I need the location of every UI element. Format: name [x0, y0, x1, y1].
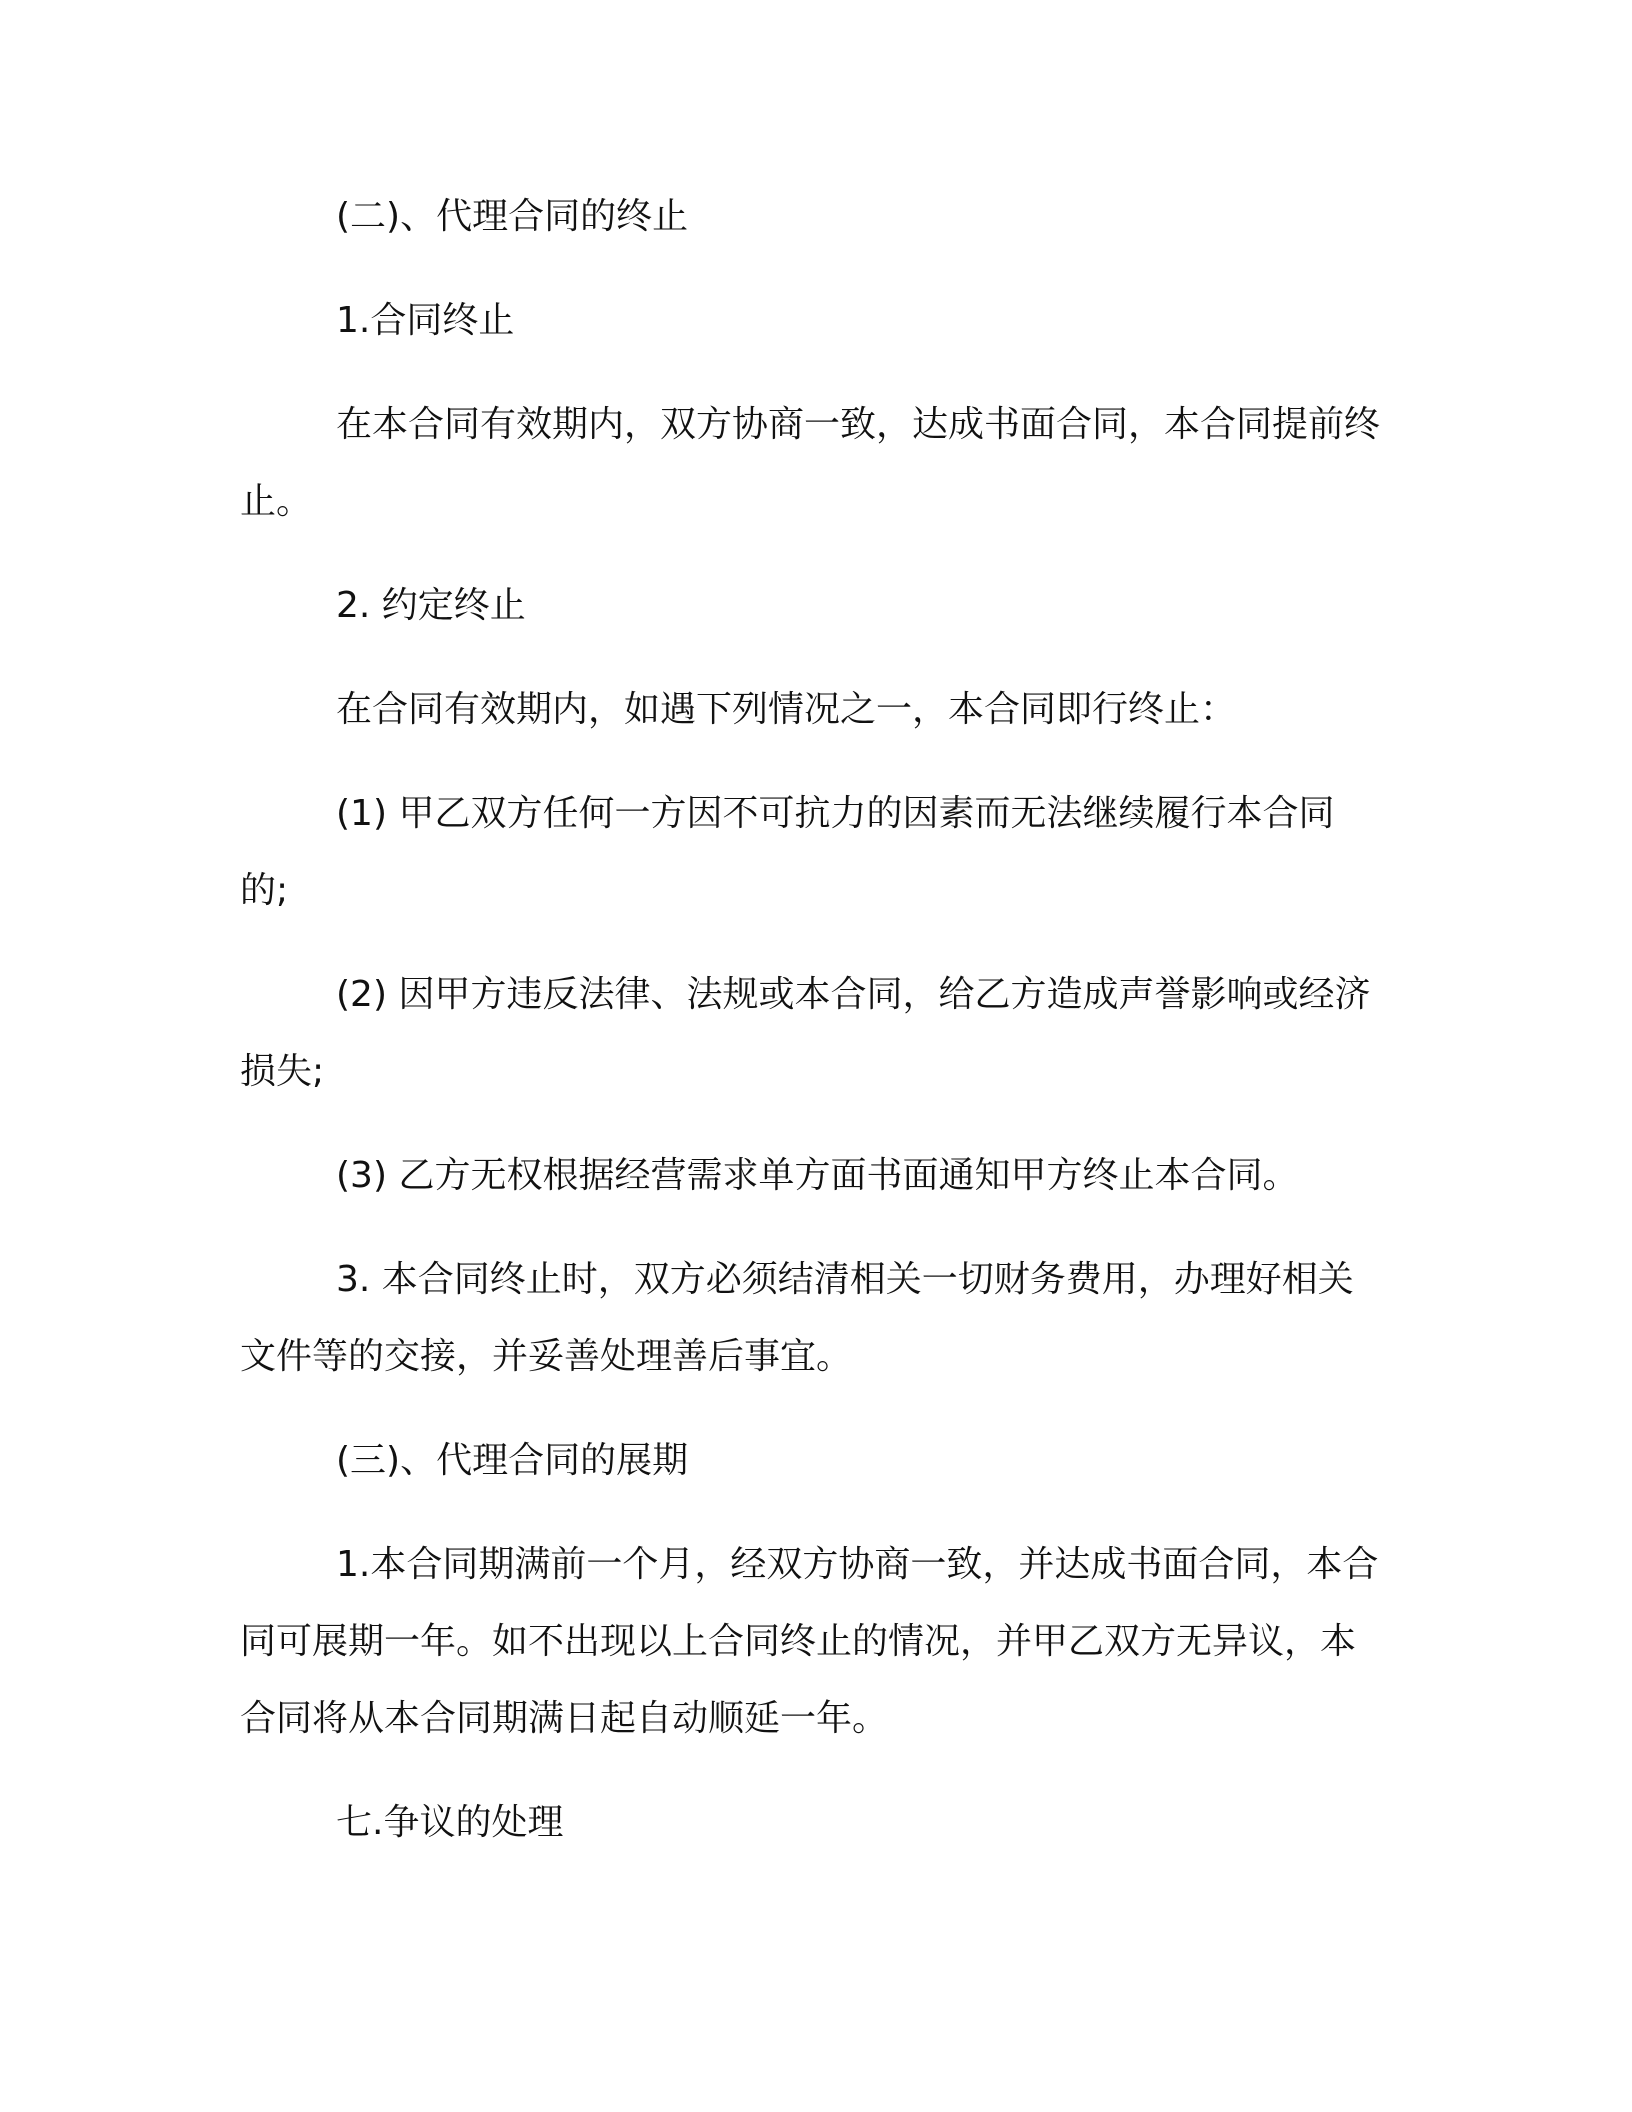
list-item-party-a-violation: (2) 因甲方违反法律、法规或本合同，给乙方造成声誉影响或经济损失;: [240, 974, 1371, 1092]
section-heading-dispute: 七.争议的处理: [336, 1802, 564, 1843]
list-item-party-b-notice: (3) 乙方无权根据经营需求单方面书面通知甲方终止本合同。: [336, 1155, 1299, 1196]
section-heading-termination: (二)、代理合同的终止: [336, 196, 689, 237]
clause-heading-contract-termination: 1.合同终止: [336, 300, 515, 341]
clause-text-mutual-termination: 在本合同有效期内，双方协商一致，达成书面合同，本合同提前终止。: [240, 404, 1381, 522]
clause-text-settlement: 3. 本合同终止时，双方必须结清相关一切财务费用，办理好相关文件等的交接，并妥善处理善后事宜。: [240, 1259, 1354, 1377]
clause-text-extension: 1.本合同期满前一个月，经双方协商一致，并达成书面合同，本合同可展期一年。如不出现以上合同终止的情况，并甲乙双方无异议，本合同将从本合同期满日起自动顺延一年。: [240, 1544, 1379, 1739]
clause-text-termination-conditions: 在合同有效期内，如遇下列情况之一，本合同即行终止：: [336, 689, 1237, 730]
clause-heading-agreed-termination: 2. 约定终止: [336, 585, 526, 626]
list-item-force-majeure: (1) 甲乙双方任何一方因不可抗力的因素而无法继续履行本合同的;: [240, 793, 1335, 911]
document-body: [240, 178, 1380, 1861]
section-heading-extension: (三)、代理合同的展期: [336, 1440, 689, 1481]
